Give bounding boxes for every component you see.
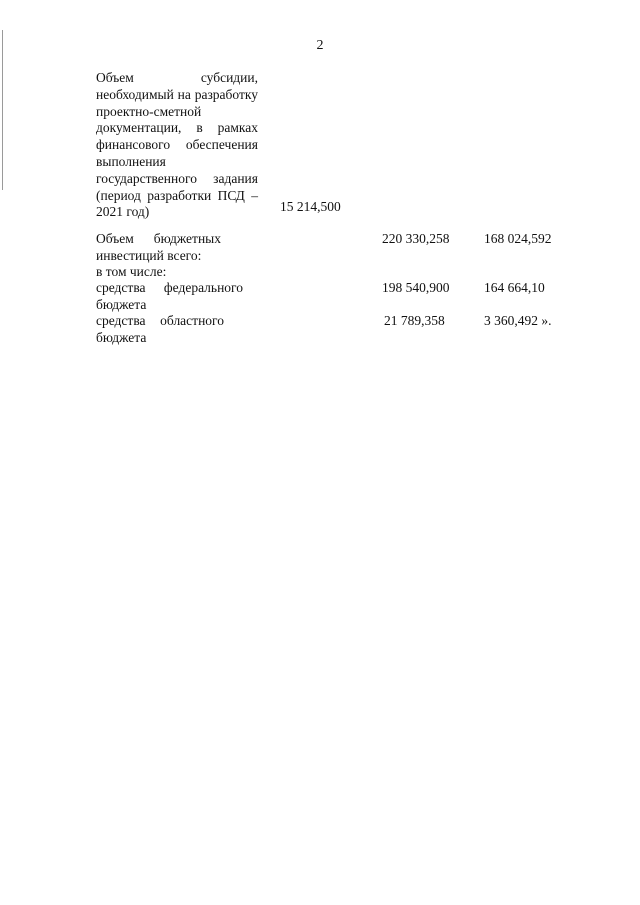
page-number: 2 [316, 38, 324, 53]
row-label-investments-total: Объем бюджетных инвестиций всего: [96, 231, 221, 263]
row-investments-total-col3: 168 024,592 [484, 231, 552, 246]
row-regional-col2: 21 789,358 [384, 313, 445, 328]
row-regional-col3: 3 360,492 ». [484, 313, 552, 328]
row-label-including: в том числе: [96, 264, 167, 279]
row-federal-col3: 164 664,10 [484, 280, 545, 295]
row-label-federal: средства федерального бюджета [96, 280, 243, 312]
row-subsidy-col1: 15 214,500 [280, 199, 341, 214]
scan-edge-line [2, 30, 3, 190]
row-investments-total-col2: 220 330,258 [382, 231, 450, 246]
row-label-subsidy: Объем субсидии, необходимый на разработку проектно-сметной документации, в рамках финансового обеспечения выполнения государственного задания (период разработки ПСД – 2021 год) [96, 70, 258, 220]
row-federal-col2: 198 540,900 [382, 280, 450, 295]
row-label-regional: средства областного бюджета [96, 313, 224, 345]
